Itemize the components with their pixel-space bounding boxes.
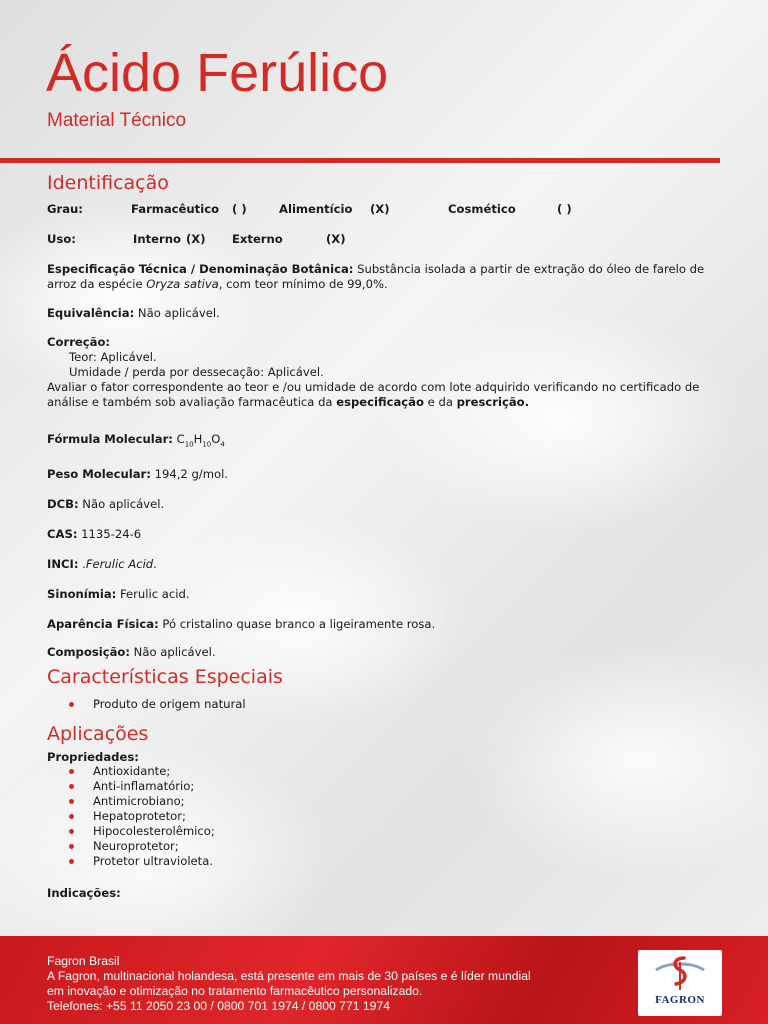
uso-option-externo: Externo: [232, 232, 283, 246]
list-item: Hepatoprotetor;: [69, 809, 727, 824]
formula-c: C: [172, 432, 185, 446]
grau-check-alimenticio: (X): [370, 202, 390, 216]
equivalencia-value: Não aplicável.: [134, 306, 220, 320]
section-heading-aplicacoes: Aplicações: [47, 723, 149, 746]
especificacao-label: Especificação Técnica / Denominação Botânica:: [47, 262, 354, 276]
uso-option-interno: Interno: [133, 232, 181, 246]
aparencia-label: Aparência Física:: [47, 617, 159, 632]
footer-banner: [0, 936, 768, 1024]
formula-line: [47, 432, 727, 452]
logo-wordmark: FAGRON: [655, 994, 705, 1006]
correcao-label: Correção:: [47, 335, 111, 349]
uso-label: Uso:: [47, 232, 76, 246]
correcao-teor: Teor: Aplicável.: [69, 350, 157, 364]
list-item: Antioxidante;: [69, 764, 727, 779]
propriedades-list: [47, 764, 727, 869]
dcb-value: Não aplicável.: [78, 497, 165, 512]
peso-value: 194,2 g/mol.: [150, 467, 229, 482]
list-item: Protetor ultravioleta.: [69, 854, 727, 869]
sinonimia-value: Ferulic acid.: [116, 587, 190, 602]
list-item: Produto de origem natural: [69, 697, 727, 712]
document-body: [47, 172, 727, 901]
footer-line-2: em inovação e otimização no tratamento farmacêutico personalizado.: [47, 984, 423, 998]
caracteristicas-list: [47, 697, 727, 712]
cas-value: 1135-24-6: [77, 527, 142, 542]
equivalencia-label: Equivalência:: [47, 306, 135, 320]
especificacao-text-2: , com teor mínimo de 99,0%.: [218, 277, 388, 291]
footer-text: [47, 954, 531, 1014]
especificacao-paragraph: [47, 262, 727, 292]
section-heading-caracteristicas: Características Especiais: [47, 666, 283, 689]
uso-check-externo: (X): [326, 232, 346, 246]
especificacao-text-1: Substância isolada a partir de extração do óleo de farelo de arroz da espécie: [47, 262, 705, 291]
footer-line-3: Telefones: +55 11 2050 23 00 / 0800 701 1974 / 0800 771 1974: [47, 999, 391, 1013]
dcb-label: DCB:: [47, 497, 79, 512]
grau-check-cosmetico: ( ): [557, 202, 572, 216]
uso-check-interno: (X): [186, 232, 206, 246]
formula-o-sub: 4: [220, 440, 225, 449]
peso-label: Peso Molecular:: [47, 467, 151, 482]
dcb-line: [47, 497, 727, 512]
grau-option-alimenticio: Alimentício: [279, 202, 353, 216]
correcao-text-1: Avaliar o fator correspondente ao teor e /ou umidade de acordo com lote adquirido verificando no certificado de análise e também sob avaliação farmacêutica da: [47, 380, 700, 409]
formula-o: O: [211, 432, 221, 446]
formula-h: H: [193, 432, 203, 446]
grau-option-cosmetico: Cosmético: [448, 202, 516, 216]
list-item: Antimicrobiano;: [69, 794, 727, 809]
inci-line: [47, 557, 727, 572]
indicacoes-label: Indicações:: [47, 886, 121, 901]
composicao-label: Composição:: [47, 645, 130, 660]
formula-c-sub: 10: [184, 440, 194, 449]
aparencia-value: Pó cristalino quase branco a ligeiramente rosa.: [158, 617, 436, 632]
list-item: Hipocolesterolêmico;: [69, 824, 727, 839]
section-heading-identificacao: Identificação: [47, 172, 169, 194]
correcao-paragraph: [47, 380, 727, 410]
grau-label: Grau:: [47, 202, 83, 216]
sinonimia-line: [47, 587, 727, 602]
equivalencia-line: [47, 306, 727, 321]
inci-prefix: .: [78, 557, 86, 572]
composicao-line: [47, 645, 727, 660]
formula-label: Fórmula Molecular:: [47, 432, 173, 446]
correcao-bold-2: prescrição.: [456, 395, 530, 409]
footer-line-1: A Fagron, multinacional holandesa, está presente em mais de 30 países e é líder mundial: [47, 969, 531, 983]
aparencia-line: [47, 617, 727, 632]
fagron-logo: [638, 950, 722, 1016]
composicao-value: Não aplicável.: [130, 645, 216, 660]
formula-h-sub: 10: [202, 440, 212, 449]
title-divider: [0, 158, 720, 163]
propriedades-label: Propriedades:: [47, 750, 139, 765]
correcao-bold-1: especificação: [336, 395, 424, 409]
inci-value: Ferulic Acid: [85, 557, 154, 572]
page-subtitle: Material Técnico: [47, 110, 187, 131]
cas-label: CAS:: [47, 527, 78, 542]
list-item: Anti-inflamatório;: [69, 779, 727, 794]
caduceus-icon: [638, 950, 722, 1016]
grau-check-farmaceutico: ( ): [232, 202, 247, 216]
correcao-umidade: Umidade / perda por dessecação: Aplicável.: [69, 365, 324, 379]
inci-suffix: .: [153, 557, 157, 572]
correcao-text-2: e da: [423, 395, 457, 409]
sinonimia-label: Sinonímia:: [47, 587, 117, 602]
peso-line: [47, 467, 727, 482]
footer-company: Fagron Brasil: [47, 954, 120, 968]
especificacao-species: Oryza sativa: [146, 277, 219, 291]
list-item: Neuroprotetor;: [69, 839, 727, 854]
grau-row: [47, 202, 727, 217]
inci-label: INCI:: [47, 557, 79, 572]
uso-row: [47, 232, 727, 247]
cas-line: [47, 527, 727, 542]
grau-option-farmaceutico: Farmacêutico: [131, 202, 220, 216]
page-title: Ácido Ferúlico: [46, 43, 389, 103]
